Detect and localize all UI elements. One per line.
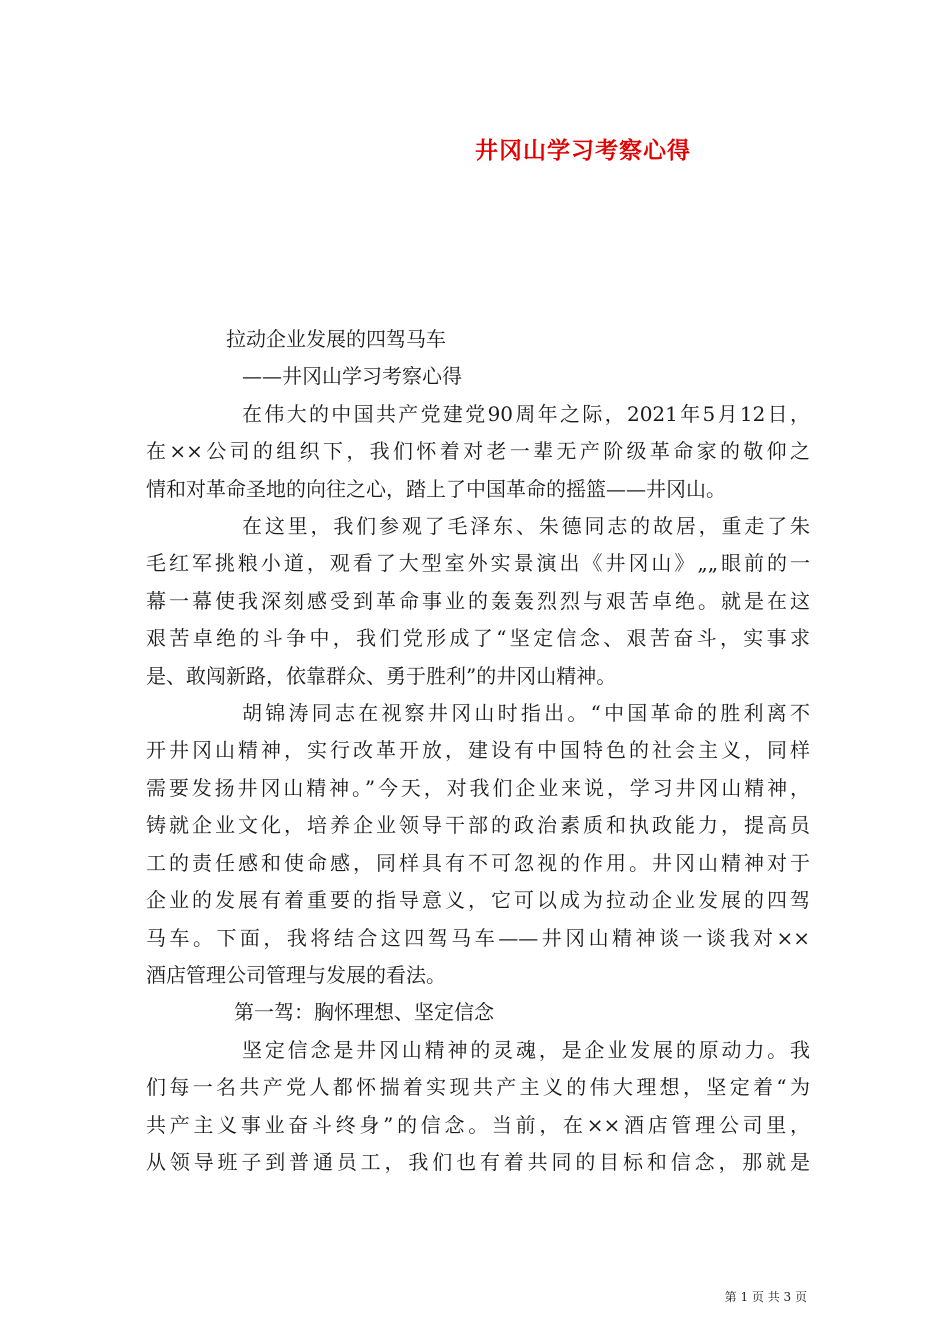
article-heading: 拉动企业发展的四驾马车 (226, 327, 446, 351)
paragraph-line: 艰苦卓绝的斗争中，我们党形成了“坚定信念、艰苦奋斗，实事求 (146, 626, 810, 651)
article-subheading: ——井冈山学习考察心得 (242, 364, 462, 389)
paragraph-line: 坚定信念是井冈山精神的灵魂，是企业发展的原动力。我 (242, 1037, 810, 1062)
paragraph-line: 酒店管理公司管理与发展的看法。 (146, 962, 446, 987)
paragraph-line: 情和对革命圣地的向往之心，踏上了中国革命的摇篮——井冈山。 (146, 476, 726, 501)
paragraph-line: 马车。下面，我将结合这四驾马车——井冈山精神谈一谈我对×× (146, 925, 810, 950)
page-number: 第 1 页 共 3 页 (724, 1290, 807, 1304)
paragraph-line: 铸就企业文化，培养企业领导干部的政治素质和执政能力，提高员 (146, 813, 810, 838)
paragraph-line: 幕一幕使我深刻感受到革命事业的轰轰烈烈与艰苦卓绝。就是在这 (146, 588, 810, 613)
paragraph-line: 工的责任感和使命感，同样具有不可忽视的作用。井冈山精神对于 (146, 850, 810, 875)
paragraph-line: 在伟大的中国共产党建党90周年之际，2021年5月12日， (242, 401, 810, 426)
section-heading: 第一驾：胸怀理想、坚定信念 (234, 1000, 494, 1025)
paragraph-line: 共产主义事业奋斗终身”的信念。当前，在××酒店管理公司里， (146, 1112, 810, 1137)
paragraph-line: 企业的发展有着重要的指导意义，它可以成为拉动企业发展的四驾 (146, 888, 810, 913)
document-body (146, 321, 810, 1181)
paragraph-line: 需要发扬井冈山精神。”今天，对我们企业来说，学习井冈山精神， (146, 775, 810, 800)
paragraph-line: 从领导班子到普通员工，我们也有着共同的目标和信念，那就是 (146, 1149, 810, 1174)
paragraph-line: 在这里，我们参观了毛泽东、朱德同志的故居，重走了朱 (242, 514, 810, 539)
paragraph-line: 开井冈山精神，实行改革开放，建设有中国特色的社会主义，同样 (146, 738, 810, 763)
paragraph-line: 毛红军挑粮小道，观看了大型室外实景演出《井冈山》„„眼前的一 (146, 551, 810, 576)
page-title: 井冈山学习考察心得 (475, 138, 691, 164)
paragraph-line: 是、敢闯新路，依靠群众、勇于胜利”的井冈山精神。 (146, 663, 617, 688)
paragraph-line: 胡锦涛同志在视察井冈山时指出。“中国革命的胜利离不 (242, 701, 810, 726)
paragraph-line: 在××公司的组织下，我们怀着对老一辈无产阶级革命家的敬仰之 (146, 439, 810, 464)
paragraph-line: 们每一名共产党人都怀揣着实现共产主义的伟大理想，坚定着“为 (146, 1075, 810, 1100)
